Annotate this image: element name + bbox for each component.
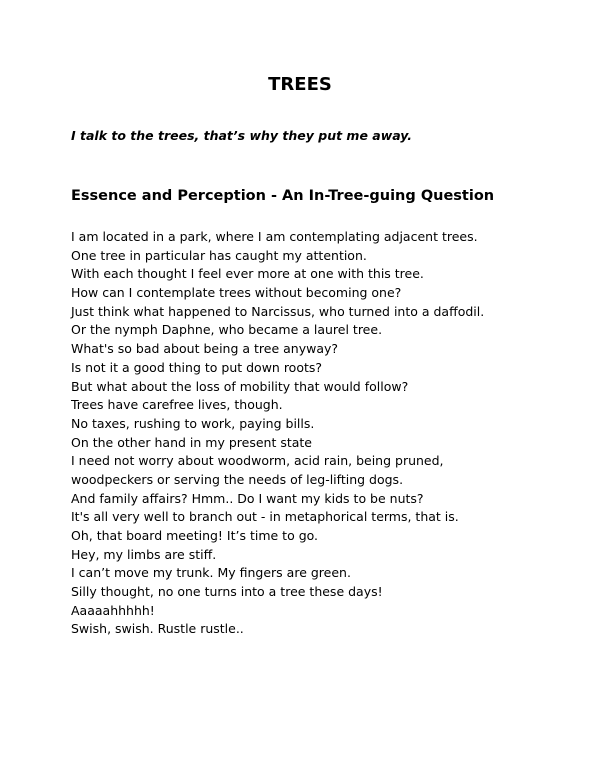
poem-line: Hey, my limbs are stiff. [71, 546, 217, 562]
poem-line: I am located in a park, where I am contemplating adjacent trees. [71, 229, 478, 244]
poem-line: No taxes, rushing to work, paying bills. [71, 415, 315, 431]
poem-line: What's so bad about being a tree anyway? [71, 341, 339, 357]
poem-line: Is not it a good thing to put down roots? [71, 359, 323, 375]
page-title: TREES [268, 74, 332, 95]
poem-line: On the other hand in my present state [71, 434, 312, 450]
poem-line: Silly thought, no one turns into a tree these days! [71, 584, 383, 600]
poem-line: Or the nymph Daphne, who became a laurel tree. [71, 322, 383, 338]
poem-line: Aaaaahhhhh! [71, 602, 155, 618]
poem-line: Trees have carefree lives, though. [71, 397, 283, 413]
poem-line: woodpeckers or serving the needs of leg-lifting dogs. [71, 471, 404, 487]
poem-line: But what about the loss of mobility that would follow? [71, 378, 409, 394]
poem-line: And family affairs? Hmm.. Do I want my kids to be nuts? [71, 490, 424, 506]
poem-line: Oh, that board meeting! It’s time to go. [71, 528, 319, 543]
poem-line: Swish, swish. Rustle rustle.. [71, 621, 244, 637]
poem-line: How can I contemplate trees without becoming one? [71, 285, 402, 301]
poem-line: Just think what happened to Narcissus, who turned into a daffodil. [71, 303, 485, 319]
poem-subtitle: Essence and Perception - An In-Tree-guing Question [71, 188, 495, 204]
poem-body [71, 228, 484, 639]
poem-line: I need not worry about woodworm, acid rain, being pruned, [71, 453, 444, 469]
epigraph: I talk to the trees, that’s why they put me away. [71, 128, 413, 143]
poem-line: With each thought I feel ever more at one with this tree. [71, 266, 424, 282]
poem-line: One tree in particular has caught my attention. [71, 247, 367, 263]
poem-line: I can’t move my trunk. My fingers are green. [71, 565, 351, 581]
poem-line: It's all very well to branch out - in metaphorical terms, that is. [71, 509, 459, 525]
